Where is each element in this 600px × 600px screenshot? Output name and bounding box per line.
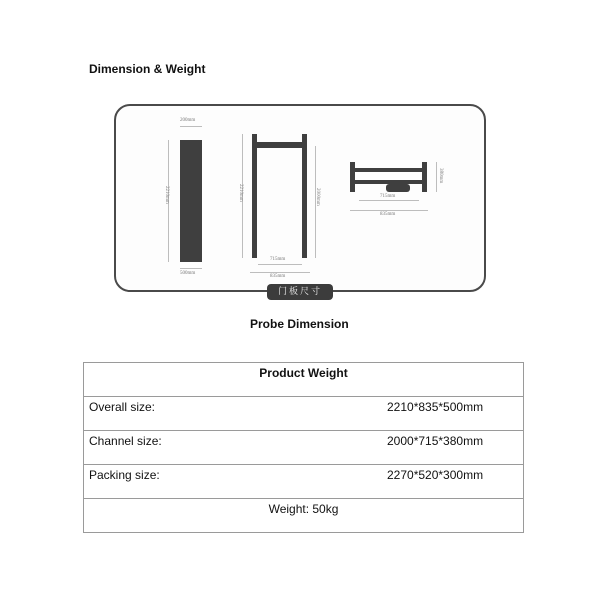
dimension-drawing	[114, 104, 486, 292]
side-bottom-width: 500mm	[180, 271, 196, 276]
top-overall-width: 835mm	[380, 212, 396, 217]
row-value: 2270*520*300mm	[387, 468, 484, 482]
front-channel-height: 2000mm	[315, 188, 320, 206]
row-label: Packing size:	[89, 468, 160, 482]
side-panel	[180, 140, 202, 262]
front-overall-width: 835mm	[270, 274, 286, 279]
front-channel-width: 715mm	[270, 257, 286, 262]
figure-label: 门板尺寸	[267, 284, 333, 300]
table-header: Product Weight	[84, 363, 524, 397]
table-row	[84, 465, 524, 499]
product-weight-table	[83, 362, 524, 533]
row-value: 2000*715*380mm	[387, 434, 484, 448]
side-top-width: 200mm	[180, 118, 196, 123]
weight-value: Weight: 50kg	[84, 499, 524, 533]
row-label: Channel size:	[89, 434, 162, 448]
section-title: Dimension & Weight	[89, 62, 206, 76]
table-footer-row	[84, 499, 524, 533]
table-header-row	[84, 363, 524, 397]
row-value: 2210*835*500mm	[387, 400, 484, 414]
side-height: 2210mm	[164, 186, 169, 204]
figure-caption: Probe Dimension	[250, 317, 349, 331]
table-row	[84, 397, 524, 431]
row-label: Overall size:	[89, 400, 156, 414]
front-overall-height: 2210mm	[238, 184, 243, 202]
top-depth: 380mm	[438, 168, 443, 184]
top-channel-width: 715mm	[380, 194, 396, 199]
table-row	[84, 431, 524, 465]
